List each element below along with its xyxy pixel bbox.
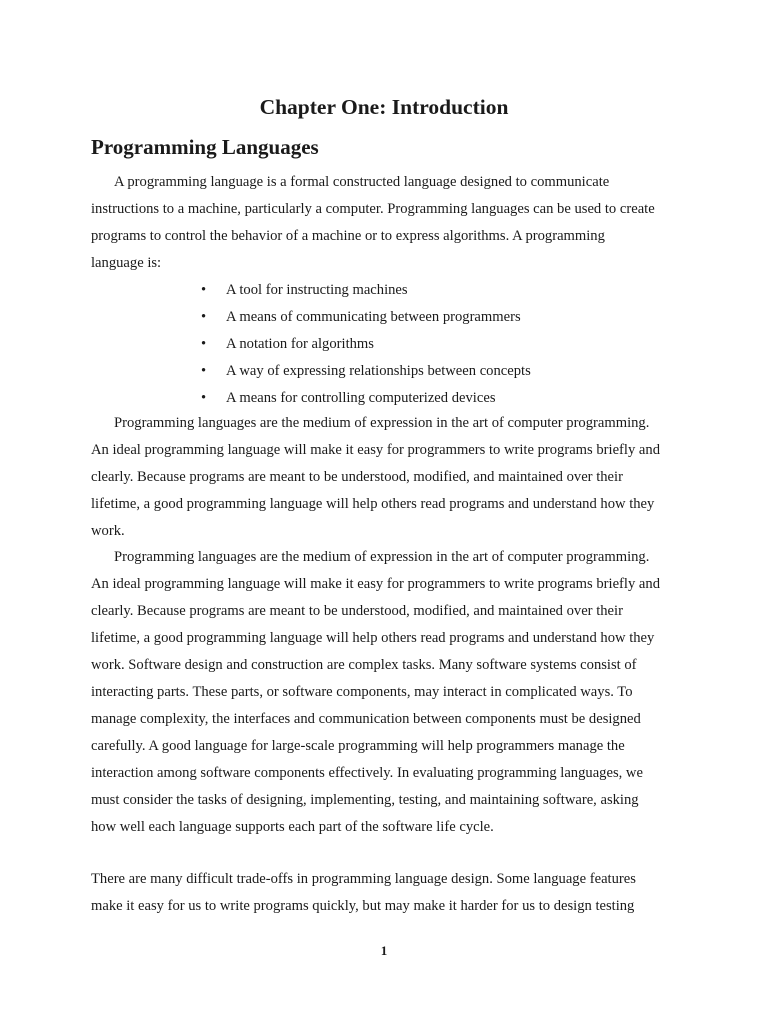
bullet-symbol: •	[201, 390, 207, 406]
chapter-title: Chapter One: Introduction	[259, 95, 509, 119]
paragraph-line: There are many difficult trade-offs in programming language design. Some language features	[91, 871, 636, 887]
paragraph-line: must consider the tasks of designing, implementing, testing, and maintaining software, asking	[91, 792, 639, 808]
page-number: 1	[380, 943, 388, 958]
bullet-text: A means of communicating between programmers	[226, 309, 521, 325]
paragraph-line: interacting parts. These parts, or software components, may interact in complicated ways. To	[91, 684, 633, 700]
section-title: Programming Languages	[91, 135, 319, 159]
bullet-item	[201, 358, 531, 385]
bullet-symbol: •	[201, 336, 207, 352]
paragraph-line: instructions to a machine, particularly a computer. Programming languages can be used to create	[91, 201, 655, 217]
bullet-item	[201, 277, 531, 304]
bullet-list	[201, 277, 531, 412]
paragraph-line: carefully. A good language for large-scale programming will help programmers manage the	[91, 738, 625, 754]
paragraph-line: lifetime, a good programming language will help others read programs and understand how they	[91, 496, 655, 512]
bullet-symbol: •	[201, 309, 207, 325]
paragraph-line: clearly. Because programs are meant to be understood, modified, and maintained over their	[91, 469, 623, 485]
bullet-text: A notation for algorithms	[226, 336, 374, 352]
paragraph-line: An ideal programming language will make it easy for programmers to write programs briefly and	[91, 442, 660, 458]
paragraph-medium-extended	[91, 544, 691, 841]
bullet-item	[201, 331, 531, 358]
paragraph-line: A programming language is a formal constructed language designed to communicate	[114, 174, 610, 190]
paragraph-tradeoffs	[91, 866, 691, 920]
paragraph-line: work. Software design and construction are complex tasks. Many software systems consist of	[91, 657, 637, 673]
bullet-item	[201, 304, 531, 331]
paragraph-intro	[91, 169, 691, 277]
paragraph-line: Programming languages are the medium of expression in the art of computer programming.	[114, 415, 650, 431]
paragraph-medium	[91, 410, 691, 545]
paragraph-line: programs to control the behavior of a machine or to express algorithms. A programming	[91, 228, 605, 244]
bullet-symbol: •	[201, 363, 207, 379]
paragraph-line: interaction among software components effectively. In evaluating programming languages, we	[91, 765, 643, 781]
paragraph-line: An ideal programming language will make it easy for programmers to write programs briefly and	[91, 576, 660, 592]
bullet-text: A tool for instructing machines	[226, 282, 408, 298]
paragraph-line: how well each language supports each part of the software life cycle.	[91, 819, 494, 835]
paragraph-line: lifetime, a good programming language will help others read programs and understand how they	[91, 630, 655, 646]
bullet-item	[201, 385, 531, 412]
paragraph-line: work.	[91, 523, 125, 539]
bullet-symbol: •	[201, 282, 207, 298]
paragraph-line: language is:	[91, 255, 162, 271]
paragraph-line: make it easy for us to write programs quickly, but may make it harder for us to design testing	[91, 898, 635, 914]
paragraph-line: clearly. Because programs are meant to be understood, modified, and maintained over their	[91, 603, 623, 619]
bullet-text: A way of expressing relationships between concepts	[226, 363, 531, 379]
paragraph-line: manage complexity, the interfaces and communication between components must be designed	[91, 711, 641, 727]
paragraph-line: Programming languages are the medium of expression in the art of computer programming.	[114, 549, 650, 565]
bullet-text: A means for controlling computerized devices	[226, 390, 496, 406]
